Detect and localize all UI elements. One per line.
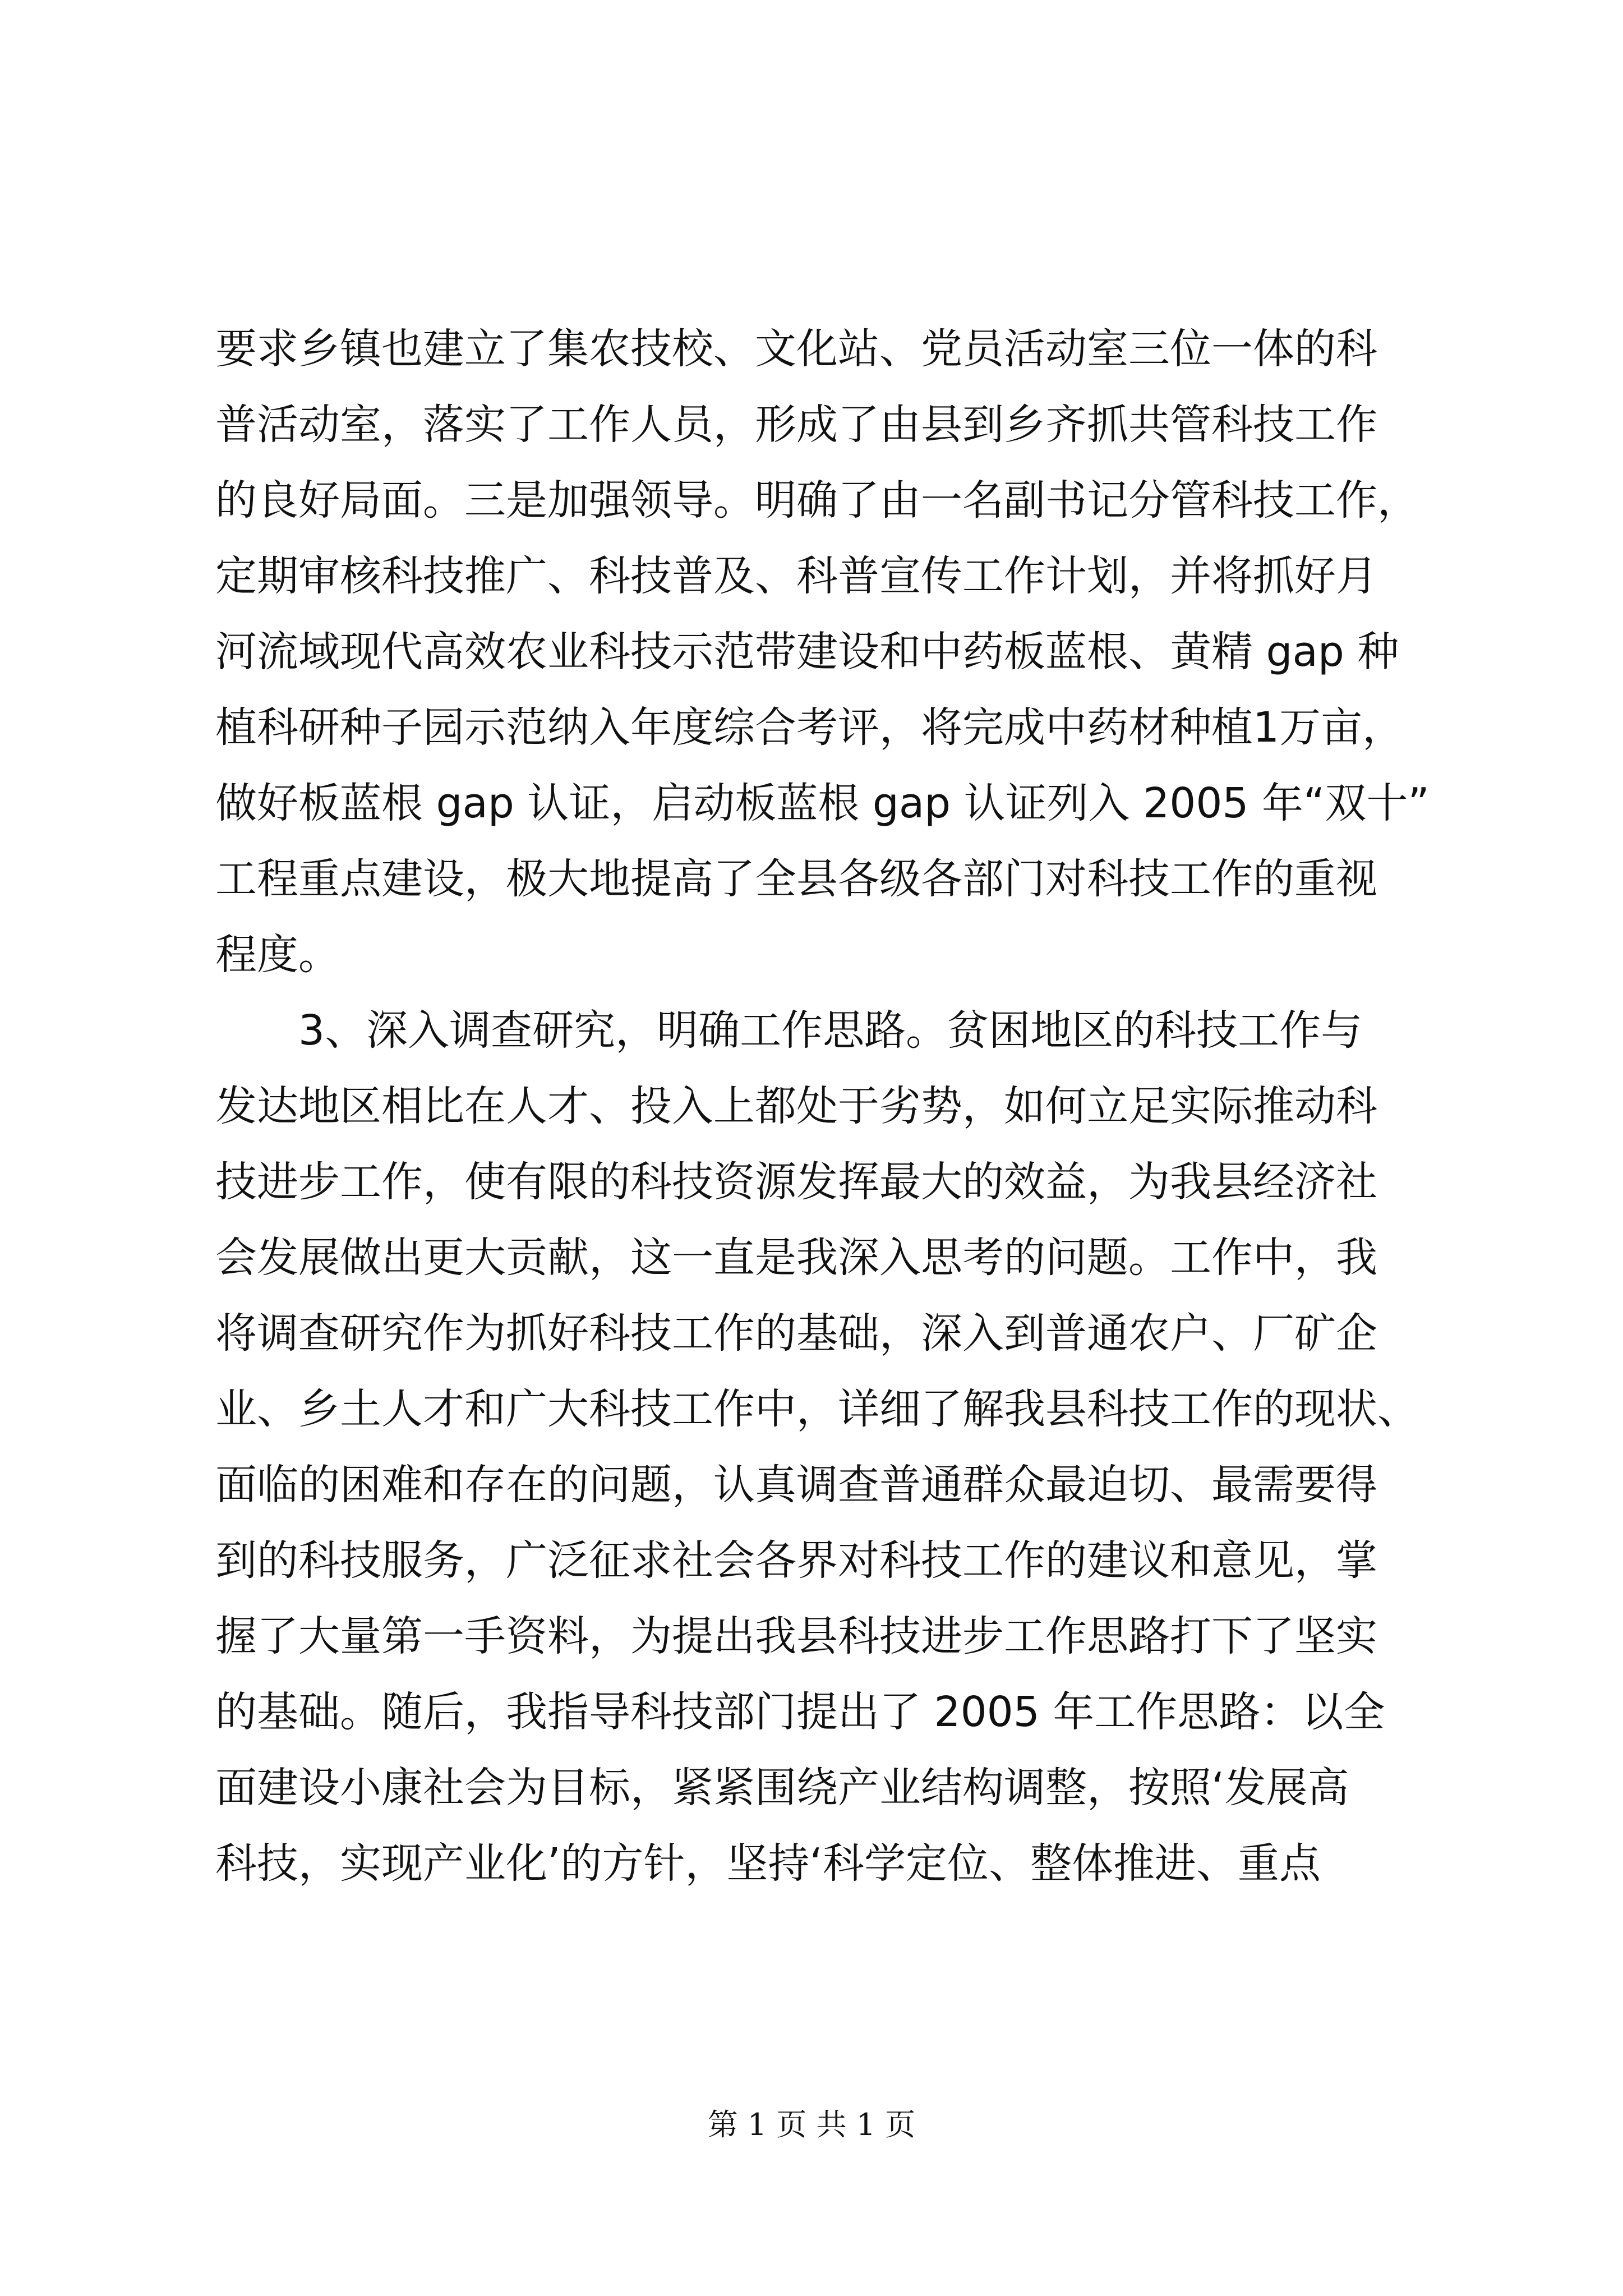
page-footer [0, 2101, 1623, 2144]
text-line: 植科研种子园示范纳入年度综合考评，将完成中药材种植1万亩， [215, 703, 1404, 752]
text-line: 程度。 [215, 931, 340, 979]
text-line: 要求乡镇也建立了集农技校、文化站、党员活动室三位一体的科 [215, 325, 1377, 373]
text-line: 技进步工作，使有限的科技资源发挥最大的效益，为我县经济社 [215, 1158, 1377, 1206]
text-line: 做好板蓝根 gap 认证，启动板蓝根 gap 认证列入 2005 年“双十” [215, 779, 1430, 827]
text-line: 面临的困难和存在的问题，认真调查普通群众最迫切、最需要得 [215, 1461, 1377, 1509]
text-line: 定期审核科技推广、科技普及、科普宣传工作计划，并将抓好月 [215, 552, 1377, 600]
text-line: 普活动室，落实了工作人员，形成了由县到乡齐抓共管科技工作 [215, 401, 1377, 449]
text-line: 发达地区相比在人才、投入上都处于劣势，如何立足实际推动科 [215, 1082, 1377, 1130]
text-line: 河流域现代高效农业科技示范带建设和中药板蓝根、黄精 gap 种 [215, 628, 1399, 676]
text-line: 将调查研究作为抓好科技工作的基础，深入到普通农户、厂矿企 [215, 1309, 1377, 1358]
text-line: 工程重点建设，极大地提高了全县各级各部门对科技工作的重视 [215, 855, 1377, 903]
text-line: 面建设小康社会为目标，紧紧围绕产业结构调整，按照‘发展高 [215, 1764, 1349, 1812]
text-line: 的良好局面。三是加强领导。明确了由一名副书记分管科技工作， [215, 476, 1419, 524]
text-line: 业、乡土人才和广大科技工作中，详细了解我县科技工作的现状、 [215, 1385, 1419, 1433]
text-line: 握了大量第一手资料，为提出我县科技进步工作思路打下了坚实 [215, 1612, 1377, 1660]
page-number: 第 1 页 共 1 页 [707, 2107, 916, 2142]
text-line: 到的科技服务，广泛征求社会各界对科技工作的建议和意见，掌 [215, 1536, 1377, 1585]
text-line: 会发展做出更大贡献，这一直是我深入思考的问题。工作中，我 [215, 1234, 1377, 1282]
paragraph-start-line: 3、深入调查研究，明确工作思路。贫困地区的科技工作与 [298, 1006, 1363, 1055]
text-line: 科技，实现产业化’的方针，坚持‘科学定位、整体推进、重点 [215, 1839, 1321, 1888]
body-text [215, 311, 1430, 1902]
text-line: 的基础。随后，我指导科技部门提出了 2005 年工作思路：以全 [215, 1688, 1385, 1736]
